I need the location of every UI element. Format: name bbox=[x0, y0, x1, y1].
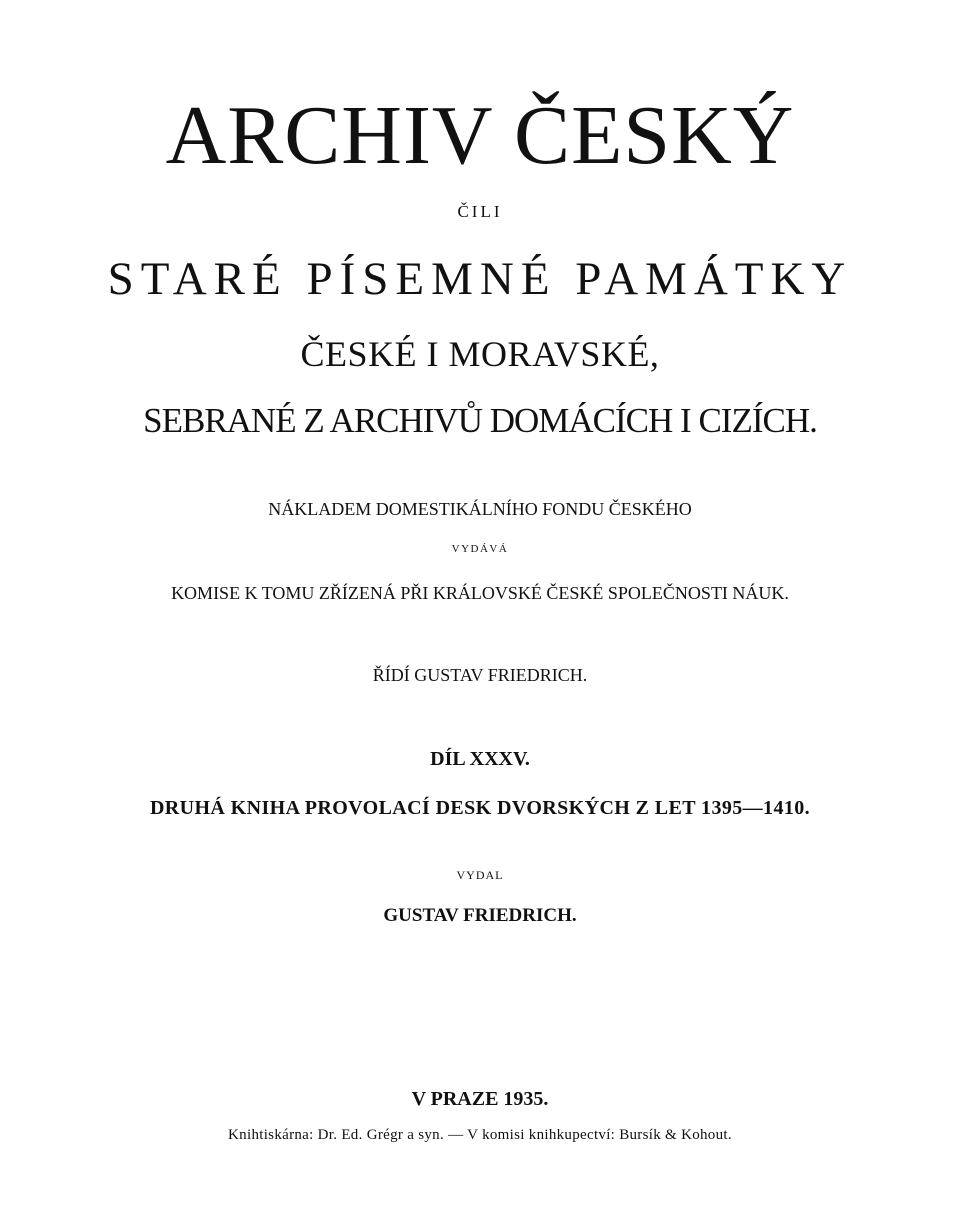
subtitle-line-2: ČESKÉ I MORAVSKÉ, bbox=[300, 334, 660, 374]
publisher-commission-line: KOMISE K TOMU ZŘÍZENÁ PŘI KRÁLOVSKÉ ČESKÉ SPOLEČNOSTI NÁUK. bbox=[171, 583, 789, 603]
volume-number: DÍL XXXV. bbox=[430, 748, 530, 770]
publishes-label: VYDÁVÁ bbox=[451, 543, 509, 555]
printer-imprint: Knihtiskárna: Dr. Ed. Grégr a syn. — V komisi knihkupectví: Bursík & Kohout. bbox=[228, 1127, 732, 1143]
subtitle-line-3: SEBRANÉ Z ARCHIVŮ DOMÁCÍCH I CIZÍCH. bbox=[143, 401, 817, 440]
place-and-year: V PRAZE 1935. bbox=[411, 1088, 549, 1110]
volume-title: DRUHÁ KNIHA PROVOLACÍ DESK DVORSKÝCH Z LET 1395—1410. bbox=[149, 797, 811, 819]
publisher-funding-line: NÁKLADEM DOMESTIKÁLNÍHO FONDU ČESKÉHO bbox=[268, 499, 692, 519]
conjunction-cili: ČILI bbox=[457, 202, 503, 221]
subtitle-line-1: STARÉ PÍSEMNÉ PAMÁTKY bbox=[107, 253, 853, 305]
main-title: ARCHIV ČESKÝ bbox=[165, 89, 795, 182]
editor-name: GUSTAV FRIEDRICH. bbox=[383, 905, 577, 926]
edited-by-label: VYDAL bbox=[456, 868, 504, 882]
series-editor-line: ŘÍDÍ GUSTAV FRIEDRICH. bbox=[372, 665, 588, 685]
